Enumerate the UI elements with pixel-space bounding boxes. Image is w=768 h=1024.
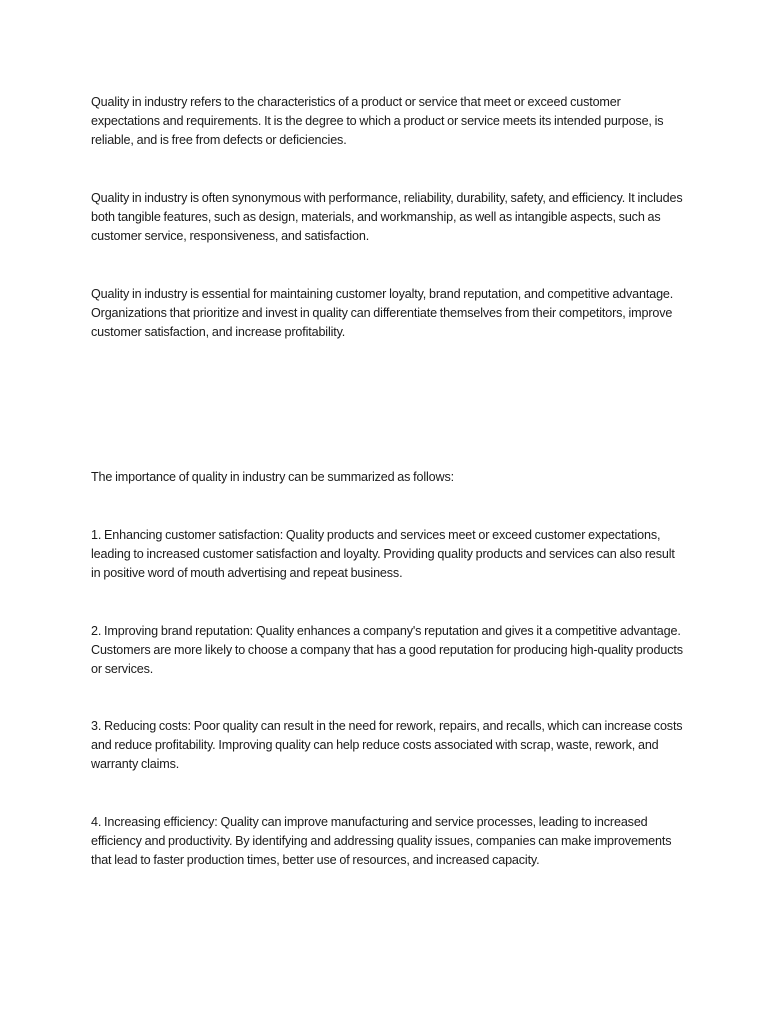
- list-item-reducing-costs: 3. Reducing costs: Poor quality can result in the need for rework, repairs, and recalls, which can increase costs and reduce profitability. Improving quality can help reduce costs associated with scrap, waste, rework, and warranty claims.: [91, 719, 683, 771]
- list-item-customer-satisfaction: 1. Enhancing customer satisfaction: Quality products and services meet or exceed customer expectations, leading to increased customer satisfaction and loyalty. Providing quality products and services can also result in positive word of mouth advertising and repeat business.: [91, 528, 675, 580]
- paragraph-quality-attributes: Quality in industry is often synonymous with performance, reliability, durability, safety, and efficiency. It includes both tangible features, such as design, materials, and workmanship, as well as intangible aspects, such as customer service, responsiveness, and satisfaction.: [91, 191, 683, 243]
- paragraph-summary-intro: The importance of quality in industry can be summarized as follows:: [91, 470, 454, 484]
- paragraph-quality-definition: Quality in industry refers to the characteristics of a product or service that meet or exceed customer expectations and requirements. It is the degree to which a product or service meets its intended purpose, is reliable, and is free from defects or deficiencies.: [91, 95, 664, 147]
- list-item-increasing-efficiency: 4. Increasing efficiency: Quality can improve manufacturing and service processes, leading to increased efficiency and productivity. By identifying and addressing quality issues, companies can make improvements that lead to faster production times, better use of resources, and increased capacity.: [91, 815, 672, 867]
- list-item-brand-reputation: 2. Improving brand reputation: Quality enhances a company's reputation and gives it a competitive advantage. Customers are more likely to choose a company that has a good reputation for producing high-quality products or services.: [91, 624, 683, 676]
- paragraph-quality-importance: Quality in industry is essential for maintaining customer loyalty, brand reputation, and competitive advantage. Organizations that prioritize and invest in quality can differentiate themselves from their competitors, improve customer satisfaction, and increase profitability.: [91, 287, 674, 339]
